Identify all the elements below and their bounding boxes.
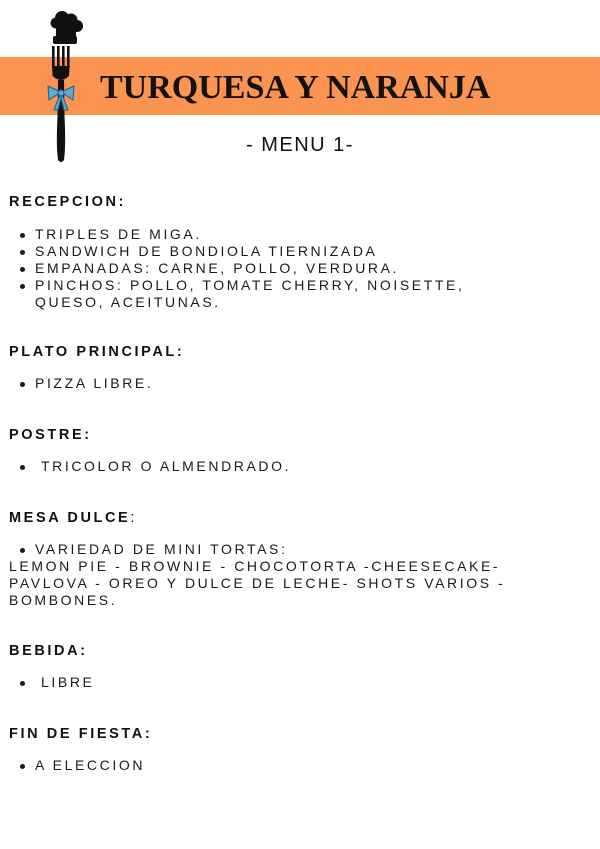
section-postre [9, 426, 594, 475]
menu-title: TURQUESA Y NARANJA [100, 69, 491, 106]
bullet-icon [20, 382, 25, 387]
section-heading: MESA DULCE: [9, 510, 137, 526]
section-heading: PLATO PRINCIPAL: [9, 344, 185, 360]
list-item: EMPANADAS: CARNE, POLLO, VERDURA. [9, 260, 594, 277]
bullet-icon [20, 548, 25, 553]
item-list [9, 541, 594, 558]
list-item: SANDWICH DE BONDIOLA TIERNIZADA [9, 243, 594, 260]
section-plato-principal [9, 343, 594, 392]
bullet-icon [20, 250, 25, 255]
section-mesa-dulce [9, 509, 594, 609]
bullet-icon [20, 465, 25, 470]
section-heading: FIN DE FIESTA: [9, 726, 153, 742]
list-item: TRIPLES DE MIGA. [9, 226, 594, 243]
list-item-continuation: QUESO, ACEITUNAS. [35, 294, 221, 310]
section-heading: POSTRE: [9, 427, 92, 443]
list-item: TRICOLOR O ALMENDRADO. [9, 458, 594, 475]
section-bebida [9, 642, 594, 691]
text-line: LEMON PIE - BROWNIE - CHOCOTORTA -CHEESECAKE- [9, 558, 501, 574]
text-line: BOMBONES. [9, 592, 118, 608]
section-fin-de-fiesta [9, 725, 594, 774]
list-item: VARIEDAD DE MINI TORTAS: [9, 541, 594, 558]
dessert-details [9, 558, 594, 609]
item-list [9, 226, 594, 311]
bullet-icon [20, 284, 25, 289]
section-heading: RECEPCION: [9, 194, 127, 210]
list-item: PIZZA LIBRE. [9, 375, 594, 392]
item-list [9, 375, 594, 392]
text-line: PAVLOVA - OREO Y DULCE DE LECHE- SHOTS VARIOS - [9, 575, 506, 591]
item-list [9, 674, 594, 691]
bullet-icon [20, 233, 25, 238]
list-item: LIBRE [9, 674, 594, 691]
section-recepcion [9, 193, 594, 311]
section-heading: BEBIDA: [9, 643, 88, 659]
list-item: A ELECCION [9, 757, 594, 774]
list-item: PINCHOS: POLLO, TOMATE CHERRY, NOISETTE, QUESO, ACEITUNAS. [9, 277, 594, 311]
menu-subtitle: - MENU 1- [246, 134, 354, 156]
bullet-icon [20, 764, 25, 769]
bullet-icon [20, 267, 25, 272]
item-list [9, 458, 594, 475]
item-list [9, 757, 594, 774]
bullet-icon [20, 681, 25, 686]
